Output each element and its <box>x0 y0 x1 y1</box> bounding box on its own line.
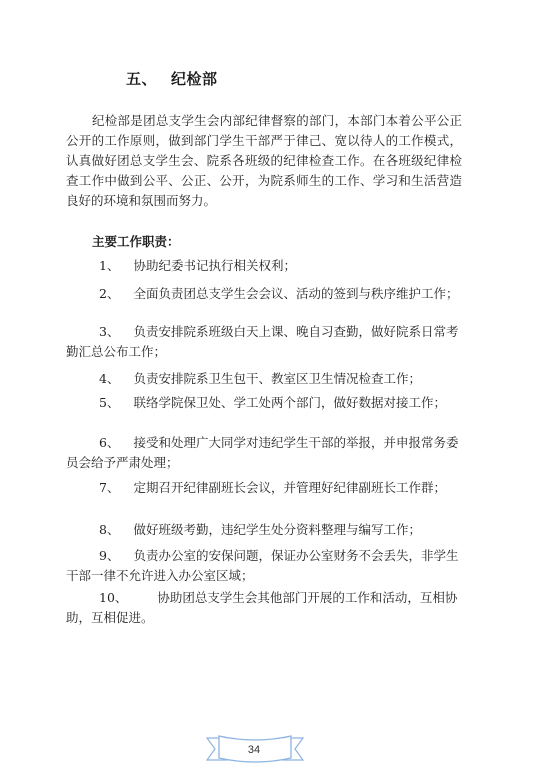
section-heading <box>126 68 218 89</box>
duty-item <box>66 369 460 389</box>
duty-number: 4、 <box>99 371 120 386</box>
duty-item <box>66 284 460 304</box>
intro-paragraph-block <box>66 111 462 211</box>
duty-text: 定期召开纪律副班长会议，并管理好纪律副班长工作群； <box>133 480 446 495</box>
duty-text: 协助团总支学生会其他部门开展的工作和活动，互相协助，互相促进。 <box>66 590 458 625</box>
duty-item <box>66 322 460 362</box>
duty-number: 5、 <box>99 395 120 410</box>
duty-number: 3、 <box>99 324 120 339</box>
page-number: 34 <box>247 744 261 756</box>
duty-number: 2、 <box>99 286 120 301</box>
duty-text: 做好班级考勤，违纪学生处分资料整理与编写工作； <box>133 522 421 537</box>
duty-number: 6、 <box>99 435 120 450</box>
section-number: 五、 <box>126 70 158 88</box>
duty-item <box>66 433 460 473</box>
duties-title: 主要工作职责： <box>92 234 180 249</box>
duty-item <box>66 393 460 413</box>
duty-item <box>66 546 460 586</box>
intro-paragraph: 纪检部是团总支学生会内部纪律督察的部门，本部门本着公平公正公开的工作原则，做到部门学生干部严于律己、宽以待人的工作模式，认真做好团总支学生会、院系各班级的纪律检查工作。在各班级纪律检查工作中做到公平、公正、公开，为院系师生的工作、学习和生活营造良好的环境和氛围而努力。 <box>66 113 462 208</box>
duty-item <box>66 256 460 276</box>
duty-text: 协助纪委书记执行相关权利； <box>133 258 296 273</box>
duty-item <box>66 520 460 540</box>
duty-item <box>66 478 460 498</box>
section-title: 纪检部 <box>171 70 218 88</box>
duty-number: 9、 <box>99 548 120 563</box>
duty-text: 负责办公室的安保问题，保证办公室财务不会丢失，非学生干部一律不允许进入办公室区域； <box>66 548 459 583</box>
duty-number: 10、 <box>99 590 128 605</box>
duty-text: 接受和处理广大同学对违纪学生干部的举报，并申报常务委员会给予严肃处理； <box>66 435 459 470</box>
duty-text: 联络学院保卫处、学工处两个部门，做好数据对接工作； <box>133 395 446 410</box>
duty-text: 负责安排院系班级白天上课、晚自习查勤，做好院系日常考勤汇总公布工作； <box>66 324 459 359</box>
duty-number: 8、 <box>99 522 120 537</box>
duty-number: 7、 <box>99 480 120 495</box>
duty-item <box>66 588 460 628</box>
duty-number: 1、 <box>99 258 120 273</box>
duty-text: 负责安排院系卫生包干、教室区卫生情况检查工作； <box>133 371 421 386</box>
duty-text: 全面负责团总支学生会会议、活动的签到与秩序维护工作； <box>133 286 459 301</box>
